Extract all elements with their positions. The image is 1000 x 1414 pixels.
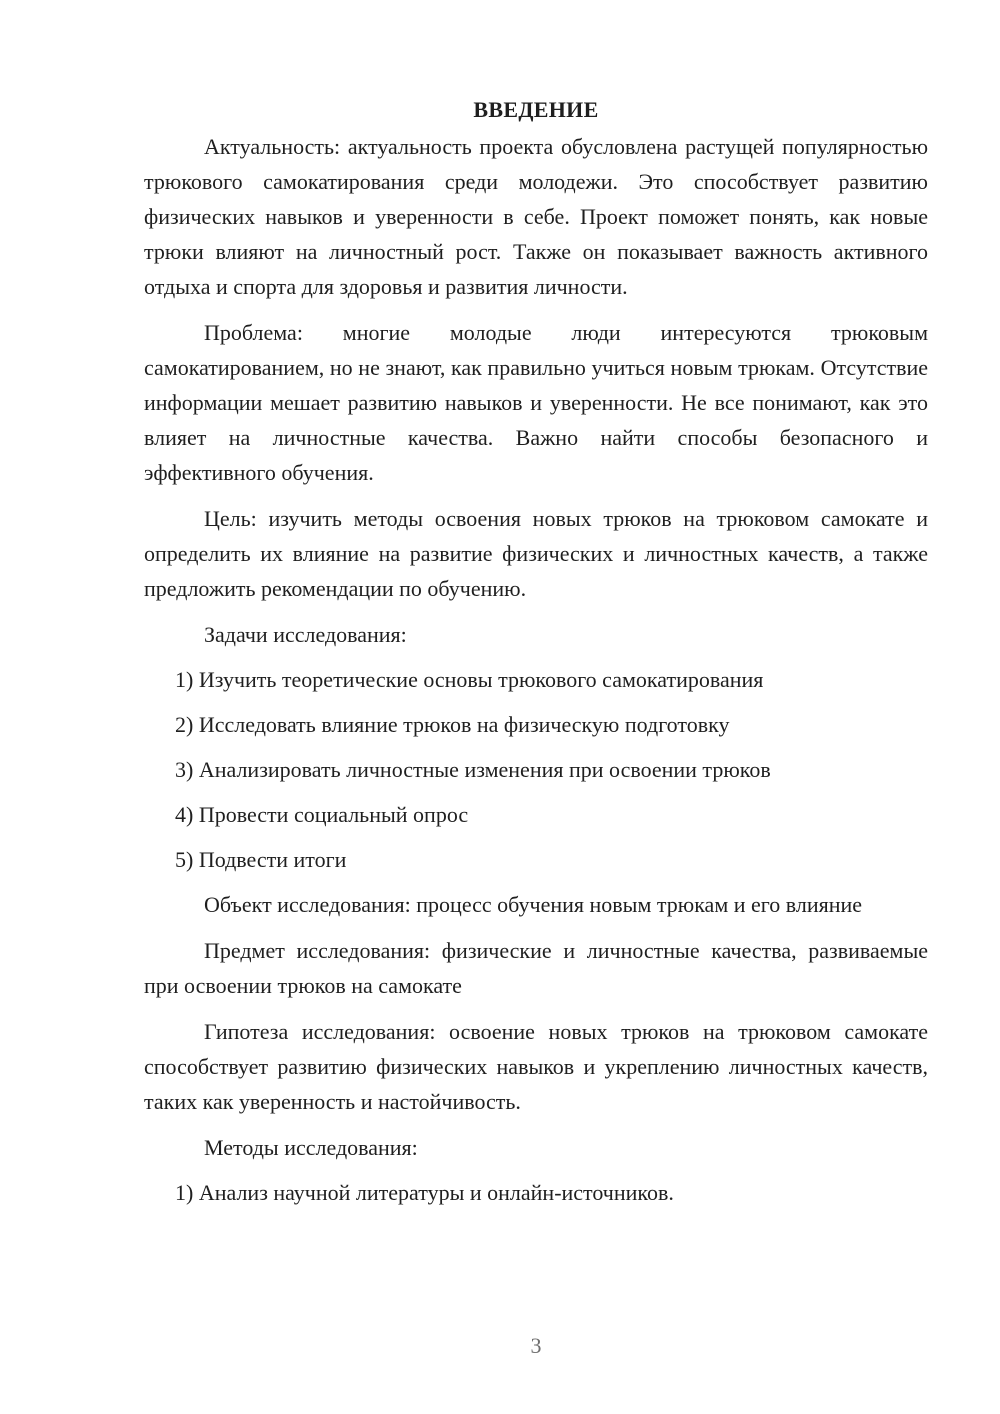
subject-paragraph: Предмет исследования: физические и личностные качества, развиваемые при освоении трюков на самокате [144,938,928,998]
methods-list [144,1175,928,1210]
relevance-paragraph: Актуальность: актуальность проекта обусловлена растущей популярностью трюкового самокатирования среди молодежи. Это способствует развитию физических навыков и уверенности в себе. Проект поможет понять, как новые трюки влияют на личностный рост. Также он показывает важность активного отдыха и спорта для здоровья и развития личности. [144,134,928,299]
problem-paragraph: Проблема: многие молодые люди интересуются трюковым самокатированием, но не знают, как правильно учиться новым трюкам. Отсутствие информации мешает развитию навыков и уверенности. Не все понимают, как это влияет на личностные качества. Важно найти способы безопасного и эффективного обучения. [144,320,928,485]
methods-heading: Методы исследования: [204,1135,418,1160]
task-item: 2) Исследовать влияние трюков на физическую подготовку [175,712,730,737]
task-item: 3) Анализировать личностные изменения при освоении трюков [175,757,771,782]
task-item: 5) Подвести итоги [175,847,347,872]
method-item: 1) Анализ научной литературы и онлайн-источников. [175,1180,674,1205]
tasks-list [144,662,928,877]
task-item: 1) Изучить теоретические основы трюкового самокатирования [175,667,764,692]
object-paragraph: Объект исследования: процесс обучения новым трюкам и его влияние [204,892,863,917]
hypothesis-paragraph: Гипотеза исследования: освоение новых трюков на трюковом самокате способствует развитию физических навыков и укреплению личностных качеств, таких как уверенность и настойчивость. [144,1019,928,1114]
page-content [144,92,928,1220]
goal-paragraph: Цель: изучить методы освоения новых трюков на трюковом самокате и определить их влияние на развитие физических и личностных качеств, а также предложить рекомендации по обучению. [144,506,928,601]
tasks-heading: Задачи исследования: [204,622,407,647]
task-item: 4) Провести социальный опрос [175,802,469,827]
page-number: 3 [530,1333,542,1358]
page-title: ВВЕДЕНИЕ [473,97,599,122]
